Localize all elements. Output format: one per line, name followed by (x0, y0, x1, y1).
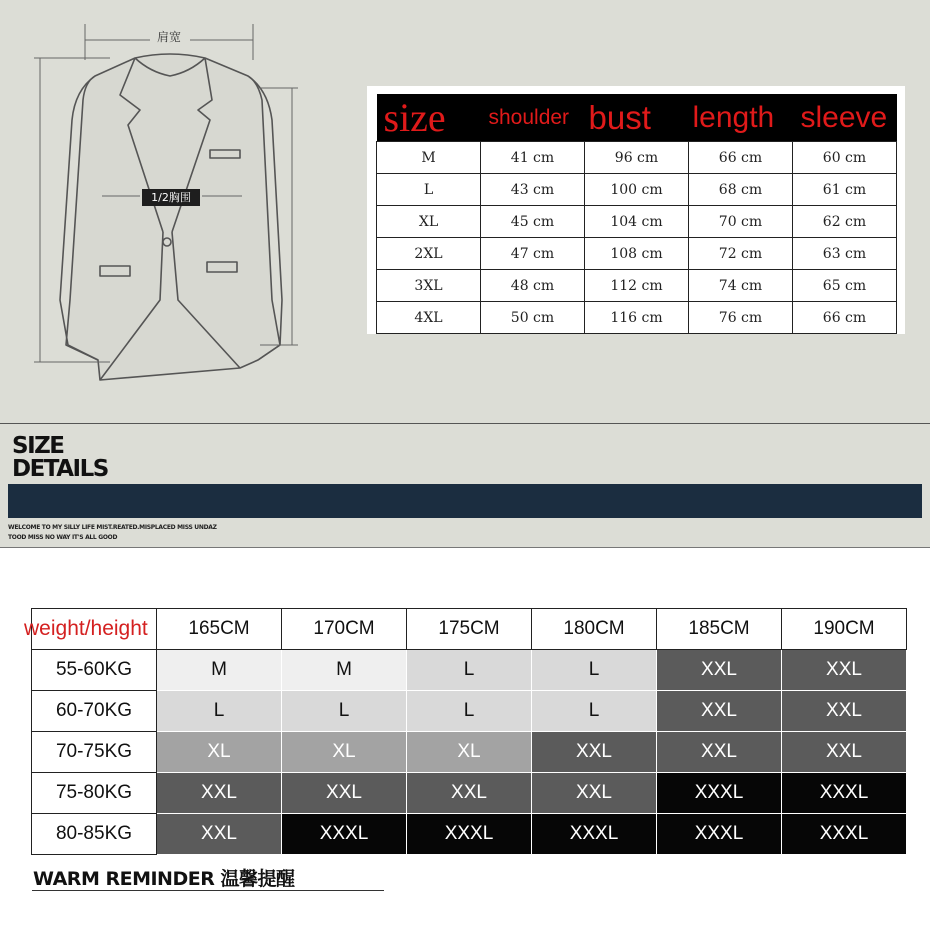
weight-height-corner-label: weight/height (32, 609, 157, 650)
size-cell: XXL (782, 691, 907, 732)
table-row (32, 691, 907, 732)
cell-sleeve: 65 cm (793, 270, 897, 302)
cell-size: XL (377, 206, 481, 238)
jacket-diagram (0, 0, 360, 420)
size-recommendation-panel (9, 590, 922, 860)
cell-sleeve: 60 cm (793, 142, 897, 174)
cell-bust: 96 cm (585, 142, 689, 174)
height-header-row (32, 609, 907, 650)
size-cell: M (282, 650, 407, 691)
size-title-line2: DETAILS (12, 456, 108, 482)
size-title-line1: SIZE (12, 433, 64, 459)
cell-shoulder: 41 cm (481, 142, 585, 174)
table-row (377, 270, 897, 302)
height-header: 170CM (282, 609, 407, 650)
size-cell: XXXL (532, 814, 657, 855)
cell-size: L (377, 174, 481, 206)
size-cell: XXXL (782, 773, 907, 814)
warm-reminder-title: WARM REMINDER 温馨提醒 (33, 868, 295, 890)
section-banner-bar (8, 484, 922, 518)
tagline-line2: TOOD MISS NO WAY IT'S ALL GOOD (8, 534, 118, 541)
table-row (377, 206, 897, 238)
height-header: 180CM (532, 609, 657, 650)
cell-size: M (377, 142, 481, 174)
weight-label: 80-85KG (32, 814, 157, 855)
cell-shoulder: 50 cm (481, 302, 585, 334)
cell-bust: 100 cm (585, 174, 689, 206)
cell-shoulder: 43 cm (481, 174, 585, 206)
size-cell: L (157, 691, 282, 732)
half-bust-label: 1/2胸围 (142, 189, 200, 206)
size-cell: XXXL (657, 814, 782, 855)
cell-sleeve: 62 cm (793, 206, 897, 238)
size-cell: XXL (282, 773, 407, 814)
cell-length: 68 cm (689, 174, 793, 206)
size-cell: M (157, 650, 282, 691)
cell-length: 74 cm (689, 270, 793, 302)
size-cell: XXL (782, 732, 907, 773)
size-cell: XL (282, 732, 407, 773)
cell-bust: 108 cm (585, 238, 689, 270)
cell-size: 3XL (377, 270, 481, 302)
size-cell: L (407, 691, 532, 732)
height-header: 165CM (157, 609, 282, 650)
cell-sleeve: 66 cm (793, 302, 897, 334)
cell-shoulder: 45 cm (481, 206, 585, 238)
size-cell: XXL (657, 732, 782, 773)
size-details-title (12, 435, 108, 481)
cell-sleeve: 63 cm (793, 238, 897, 270)
size-chart-table (376, 94, 897, 334)
header-sleeve: sleeve (793, 94, 897, 142)
weight-label: 75-80KG (32, 773, 157, 814)
table-row (32, 650, 907, 691)
size-cell: L (532, 691, 657, 732)
cell-size: 4XL (377, 302, 481, 334)
section-divider-bottom (0, 547, 930, 548)
size-cell: L (407, 650, 532, 691)
size-cell: XXL (782, 650, 907, 691)
height-header: 175CM (407, 609, 532, 650)
cell-sleeve: 61 cm (793, 174, 897, 206)
table-row (32, 732, 907, 773)
section-divider-top (0, 423, 930, 424)
section-tagline (8, 523, 217, 543)
size-cell: L (282, 691, 407, 732)
cell-length: 76 cm (689, 302, 793, 334)
header-size: size (377, 94, 481, 142)
size-cell: XXXL (657, 773, 782, 814)
cell-length: 72 cm (689, 238, 793, 270)
size-cell: L (532, 650, 657, 691)
table-row (32, 814, 907, 855)
size-cell: XXL (407, 773, 532, 814)
height-header: 185CM (657, 609, 782, 650)
header-bust: bust (585, 94, 689, 142)
cell-bust: 112 cm (585, 270, 689, 302)
size-cell: XXL (532, 773, 657, 814)
size-cell: XXL (532, 732, 657, 773)
size-cell: XXL (657, 650, 782, 691)
table-row (377, 142, 897, 174)
size-chart-header-row (377, 94, 897, 142)
size-cell: XXL (657, 691, 782, 732)
cell-bust: 116 cm (585, 302, 689, 334)
weight-label: 60-70KG (32, 691, 157, 732)
size-cell: XXL (157, 773, 282, 814)
table-row (377, 174, 897, 206)
cell-shoulder: 48 cm (481, 270, 585, 302)
cell-length: 66 cm (689, 142, 793, 174)
shoulder-width-label: 肩宽 (156, 30, 181, 44)
header-shoulder: shoulder (481, 94, 585, 142)
size-recommendation-table (24, 608, 907, 855)
size-cell: XL (407, 732, 532, 773)
weight-label: 70-75KG (32, 732, 157, 773)
size-chart-panel (367, 86, 905, 334)
size-cell: XXL (157, 814, 282, 855)
tagline-line1: WELCOME TO MY SILLY LIFE MIST.REATED.MISPLACED MISS UNDAZ (8, 524, 217, 531)
table-row (32, 773, 907, 814)
weight-label: 55-60KG (32, 650, 157, 691)
cell-shoulder: 47 cm (481, 238, 585, 270)
size-cell: XXXL (282, 814, 407, 855)
size-cell: XXXL (782, 814, 907, 855)
cell-bust: 104 cm (585, 206, 689, 238)
height-header: 190CM (782, 609, 907, 650)
size-cell: XL (157, 732, 282, 773)
header-length: length (689, 94, 793, 142)
table-row (377, 238, 897, 270)
cell-size: 2XL (377, 238, 481, 270)
cell-length: 70 cm (689, 206, 793, 238)
size-cell: XXXL (407, 814, 532, 855)
table-row (377, 302, 897, 334)
warm-reminder-underline (32, 890, 384, 891)
